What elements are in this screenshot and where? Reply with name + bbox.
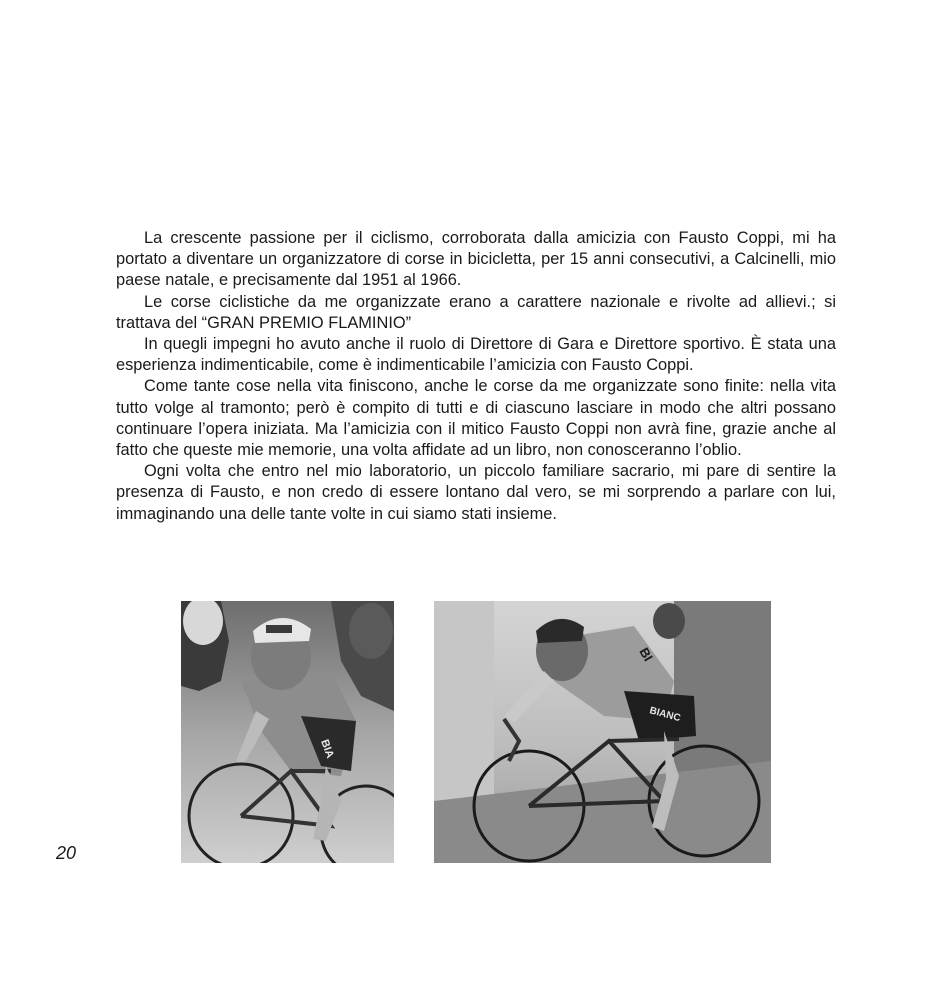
paragraph-race-director: In quegli impegni ho avuto anche il ruolo di Direttore di Gara e Direttore sportivo. È stata una esperienza indimenticabile, come è indimenticabile l’amicizia con Fausto Coppi. <box>116 335 836 375</box>
photo-cyclist-in-pack <box>181 601 394 863</box>
paragraph-gran-premio: Le corse ciclistiche da me organizzate erano a carattere nazionale e rivolte ad allievi.; si trattava del “GRAN PREMIO FLAMINIO” <box>116 292 836 332</box>
right-shorts-text: BIANC <box>648 705 682 725</box>
left-jersey-text: BIA <box>318 737 336 760</box>
right-jersey-text: BI <box>636 645 656 664</box>
photo-fausto-coppi-riding <box>434 601 771 863</box>
paragraph-friendship: Come tante cose nella vita finiscono, anche le corse da me organizzate sono finite: nella vita tutto volge al tramonto; però è compito di tutti e di ciascuno lasciare in modo che altri possano continuare l’opera iniziata. Ma l’amicizia con il mitico Fausto Coppi non avrà fine, grazie anche al fatto che queste mie memorie, una volta affidate ad un libro, non conosceranno l’oblio. <box>116 377 836 460</box>
paragraph-workshop: Ogni volta che entro nel mio laboratorio, un piccolo familiare sacrario, mi pare di sentire la presenza di Fausto, e non credo di essere lontano dal vero, se mi sorprendo a parlare con lui, immaginando una delle tante volte in cui siamo stati insieme. <box>116 462 836 523</box>
body-text <box>116 228 836 525</box>
page-number: 20 <box>56 843 77 863</box>
photo-fausto-coppi-image <box>434 601 771 863</box>
photo-cyclist-in-pack-image <box>181 601 394 863</box>
paragraph-cycling-passion: La crescente passione per il ciclismo, corroborata dalla amicizia con Fausto Coppi, mi ha portato a diventare un organizzatore di corse in bicicletta, per 15 anni consecutivi, a Calcinelli, mio paese natale, e precisamente dal 1951 al 1966. <box>116 229 836 290</box>
